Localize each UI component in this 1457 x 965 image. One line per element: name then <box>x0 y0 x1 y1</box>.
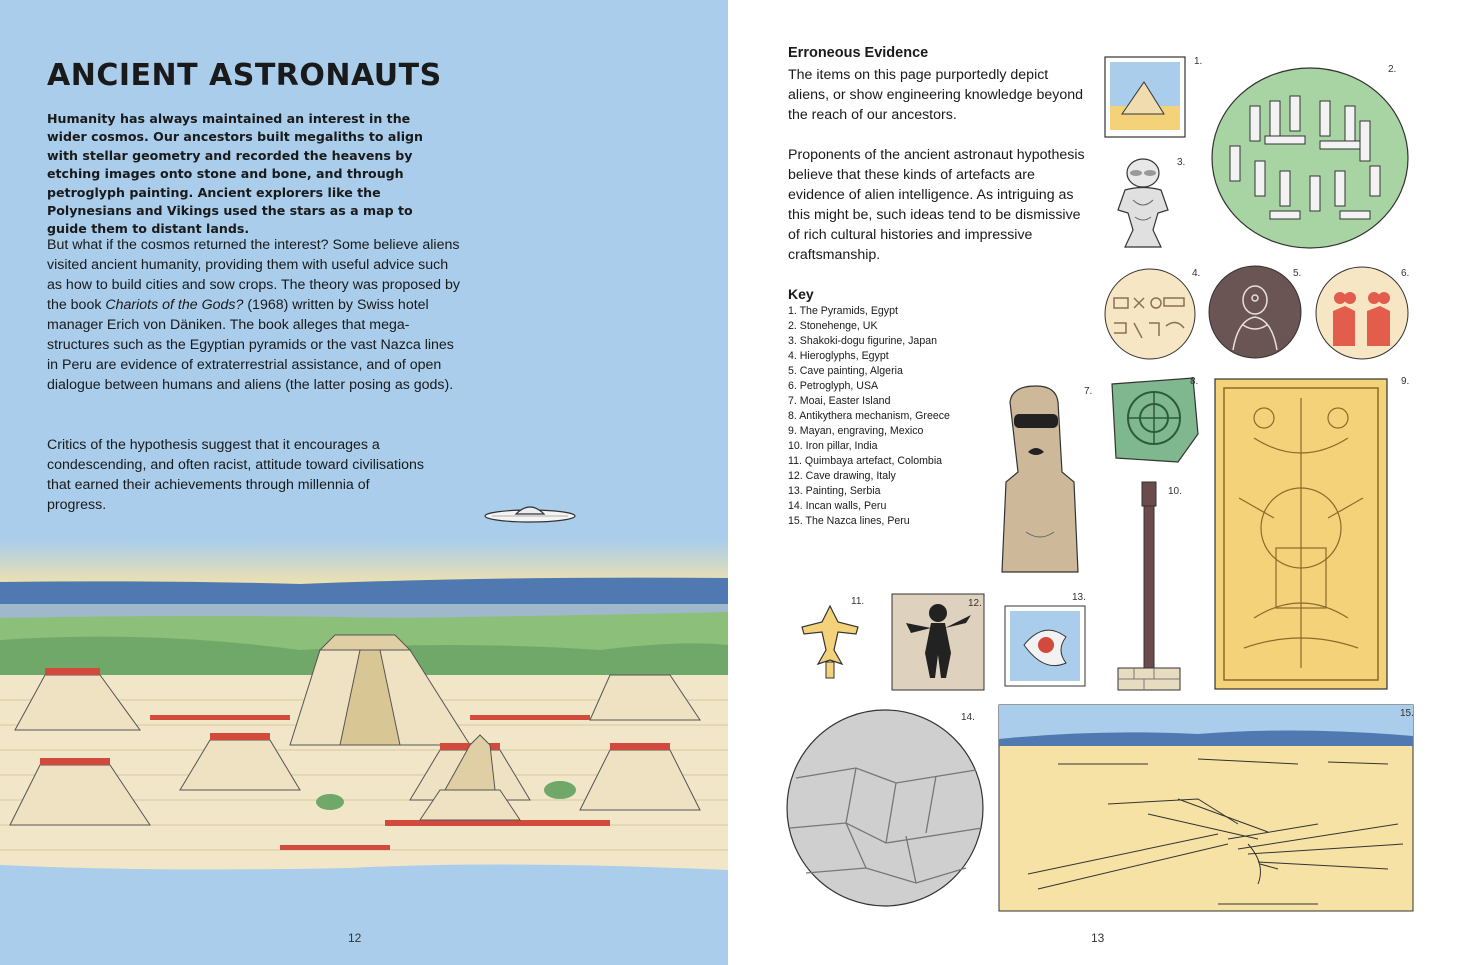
key-item: 13. Painting, Serbia <box>788 485 881 497</box>
item-number: 11. <box>851 596 865 607</box>
key-item: 1. The Pyramids, Egypt <box>788 305 898 317</box>
mayan-engraving-illustration <box>1214 378 1388 690</box>
body-paragraph-1 <box>47 235 467 395</box>
key-item: 3. Shakoki-dogu figurine, Japan <box>788 335 938 347</box>
page-number: 12 <box>348 931 362 945</box>
item-number: 2. <box>1388 64 1397 75</box>
item-number: 7. <box>1084 386 1093 397</box>
item-number: 3. <box>1177 157 1186 168</box>
key-item: 9. Mayan, engraving, Mexico <box>788 425 924 437</box>
cave-painting-algeria-illustration <box>1208 265 1303 360</box>
ancient-city-illustration <box>0 500 728 965</box>
intro-paragraph: Humanity has always maintained an interest in the wider cosmos. Our ancestors built megaliths to align with stellar geometry and recorded the heavens by etching images onto stone and bone, and through petroglyph painting. Ancient explorers like the Polynesians and Vikings used the stars as a map to guide them to distant lands. <box>47 111 424 237</box>
key-item: 10. Iron pillar, India <box>788 440 878 452</box>
iron-pillar-illustration <box>1114 480 1184 692</box>
evidence-paragraph-1: The items on this page purportedly depict aliens, or show engineering knowledge beyond the reach of our ancestors. <box>788 67 1083 123</box>
item-number: 8. <box>1190 376 1199 387</box>
key-item: 7. Moai, Easter Island <box>788 395 891 407</box>
right-page <box>728 0 1457 965</box>
petroglyph-illustration <box>1315 266 1409 360</box>
item-number: 10. <box>1168 486 1182 497</box>
page-number: 13 <box>1091 931 1105 945</box>
item-number: 13. <box>1072 592 1086 603</box>
book-title: Chariots of the Gods? <box>105 297 244 313</box>
evidence-paragraph-2: Proponents of the ancient astronaut hypothesis believe that these kinds of artefacts are evidence of alien intelligence. As intriguing as this might be, such ideas tend to be dismissive of rich cultural histories and impressive craftsmanship. <box>788 147 1085 263</box>
quimbaya-artefact-illustration <box>798 602 862 682</box>
left-page <box>0 0 728 965</box>
item-number: 12. <box>968 598 982 609</box>
key-item: 12. Cave drawing, Italy <box>788 470 896 482</box>
item-number: 5. <box>1293 268 1302 279</box>
item-number: 6. <box>1401 268 1410 279</box>
dogu-figurine-illustration <box>1113 155 1173 250</box>
body-text: (1968) written by Swiss hotel manager Erich von Däniken. The book alleges that mega-structures such as the Egyptian pyramids or the vast Nazca lines in Peru are evidence of extraterrestrial assistance, and of open dialogue between humans and aliens (the latter posing as gods). <box>47 297 454 393</box>
antikythera-illustration <box>1108 374 1202 466</box>
key-item: 5. Cave painting, Algeria <box>788 365 903 377</box>
stonehenge-illustration <box>1210 66 1410 251</box>
item-number: 9. <box>1401 376 1410 387</box>
key-item: 11. Quimbaya artefact, Colombia <box>788 455 943 467</box>
key-item: 2. Stonehenge, UK <box>788 320 878 332</box>
section-heading: Erroneous Evidence <box>788 45 929 61</box>
item-number: 15. <box>1400 708 1414 719</box>
key-item: 6. Petroglyph, USA <box>788 380 879 392</box>
body-text: But what if the cosmos returned the interest? Some believe aliens visited ancient humanity, providing them with useful advice such as how to build cities and sow crops. The theory was proposed by the book <box>47 237 460 313</box>
item-number: 4. <box>1192 268 1201 279</box>
body-paragraph-2: Critics of the hypothesis suggest that it encourages a condescending, and often racist, attitude toward civilisations that earned their achievements through millennia of progress. <box>47 437 424 513</box>
incan-walls-illustration <box>786 708 984 908</box>
key-item: 8. Antikythera mechanism, Greece <box>788 410 950 422</box>
key-item: 15. The Nazca lines, Peru <box>788 515 910 527</box>
pyramid-illustration <box>1104 56 1186 138</box>
serbia-painting-illustration <box>1004 605 1086 687</box>
moai-illustration <box>996 382 1084 578</box>
item-number: 1. <box>1194 56 1203 67</box>
key-heading: Key <box>788 286 814 302</box>
nazca-lines-illustration <box>998 704 1414 912</box>
key-item: 4. Hieroglyphs, Egypt <box>788 350 889 362</box>
hieroglyphs-illustration <box>1104 268 1196 360</box>
key-list <box>788 304 950 529</box>
item-number: 14. <box>961 712 975 723</box>
key-item: 14. Incan walls, Peru <box>788 500 887 512</box>
page-title: ANCIENT ASTRONAUTS <box>47 58 442 93</box>
